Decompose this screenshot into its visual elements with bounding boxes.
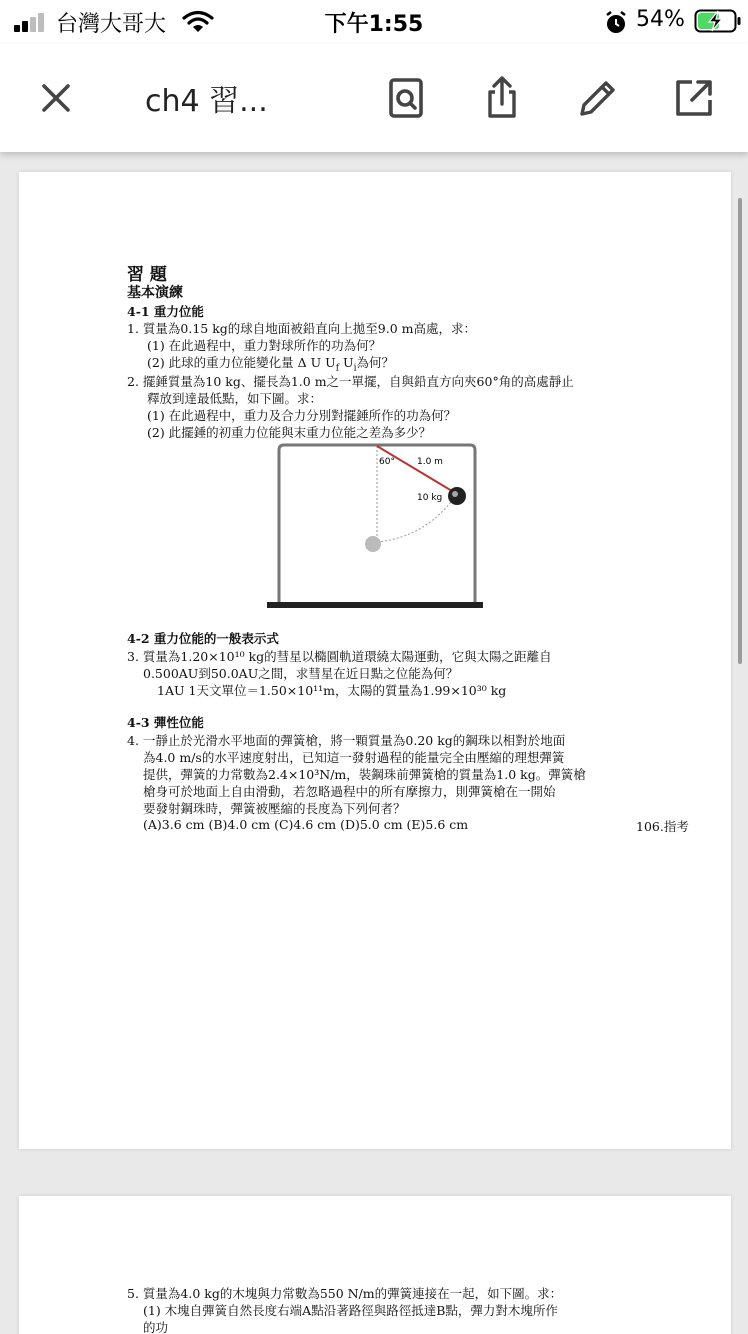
question-4-line-5: 要發射鋼珠時，彈簧被壓縮的長度為下列何者？ <box>143 801 406 816</box>
alarm-icon <box>604 11 628 35</box>
question-1-part-2: (2) 此球的重力位能變化量 Δ U $U_f$ $U_i$為何？ <box>147 355 394 374</box>
question-3-line-2: 0.500AU到50.0AU之間，求彗星在近日點之位能為何？ <box>143 666 459 681</box>
question-4-line-2: 為4.0 m/s的水平速度射出，已知這一發射過程的能量完全由壓縮的理想彈簧 <box>143 750 565 765</box>
question-1-part-1: (1) 在此過程中，重力對球所作的功為何？ <box>147 338 382 353</box>
question-2-line-1: 2. 擺錘質量為10 kg、擺長為1.0 m之一單擺，自與鉛直方向夾60°角的高處靜止 <box>127 374 574 389</box>
carrier-name: 台灣大哥大 <box>56 12 167 37</box>
open-external-icon[interactable] <box>670 74 718 122</box>
question-4-line-4: 槍身可於地面上自由滑動，若忽略過程中的所有摩擦力，則彈簧槍在一開始 <box>143 784 556 799</box>
question-3-line-1: 3. 質量為1.20×10¹⁰ kg的彗星以橢圓軌道環繞太陽運動，它與太陽之距離自 <box>127 649 552 664</box>
section-4-2-title: 4-2 重力位能的一般表示式 <box>127 631 279 646</box>
status-bar <box>0 0 748 44</box>
question-2-part-1: (1) 在此過程中，重力及合力分別對擺錘所作的功為何？ <box>147 408 457 423</box>
pendulum-figure <box>267 442 487 612</box>
question-3-line-3: 1AU 1天文單位＝1.50×10¹¹m，太陽的質量為1.99×10³⁰ kg <box>157 683 507 698</box>
question-4-line-3: 提供，彈簧的力常數為2.4×10³N/m，裝鋼珠前彈簧槍的質量為1.0 kg。彈簧槍 <box>143 767 586 782</box>
document-page-2 <box>19 1196 731 1334</box>
battery-charging-icon <box>694 8 742 34</box>
viewer-toolbar <box>0 44 748 152</box>
document-page-1 <box>19 172 731 1149</box>
scrollbar[interactable] <box>738 198 742 664</box>
exercise-heading: 習 題 <box>127 265 167 285</box>
question-2-part-2: (2) 此擺錘的初重力位能與末重力位能之差為多少？ <box>147 425 432 440</box>
question-2-line-2: 釋放到達最低點，如下圖。求： <box>147 391 323 406</box>
question-4-options: (A)3.6 cm (B)4.0 cm (C)4.6 cm (D)5.0 cm (E)5.6 cm <box>143 817 469 832</box>
status-time: 下午1:55 <box>324 12 424 37</box>
question-1-stem: 1. 質量為0.15 kg的球自地面被鉛直向上拋至9.0 m高處，求： <box>127 321 476 336</box>
document-title: ch4 習... <box>145 84 268 119</box>
question-4-line-1: 4. 一靜止於光滑水平地面的彈簧槍，將一顆質量為0.20 kg的鋼珠以相對於地面 <box>127 733 566 748</box>
pencil-icon[interactable] <box>574 74 622 122</box>
exercise-subheading: 基本演練 <box>127 285 183 301</box>
section-4-3-title: 4-3 彈性位能 <box>127 715 204 730</box>
battery-percentage: 54% <box>636 7 685 32</box>
question-5-line-1: 5. 質量為4.0 kg的木塊與力常數為550 N/m的彈簧連接在一起，如下圖。求： <box>127 1286 563 1301</box>
length-label: 1.0 m <box>417 457 443 467</box>
angle-label: 60° <box>379 457 395 467</box>
document-search-icon[interactable] <box>382 74 430 122</box>
mass-label: 10 kg <box>417 493 443 503</box>
question-5-part-1: (1) 木塊自彈簧自然長度右端A點沿著路徑與路徑抵達B點，彈力對木塊所作 <box>143 1303 558 1318</box>
close-icon[interactable] <box>32 74 80 122</box>
section-4-1-title: 4-1 重力位能 <box>127 304 204 319</box>
share-icon[interactable] <box>478 74 526 122</box>
question-5-part-1-cont: 的功 <box>143 1320 169 1334</box>
question-4-source: 106.指考 <box>636 819 689 834</box>
